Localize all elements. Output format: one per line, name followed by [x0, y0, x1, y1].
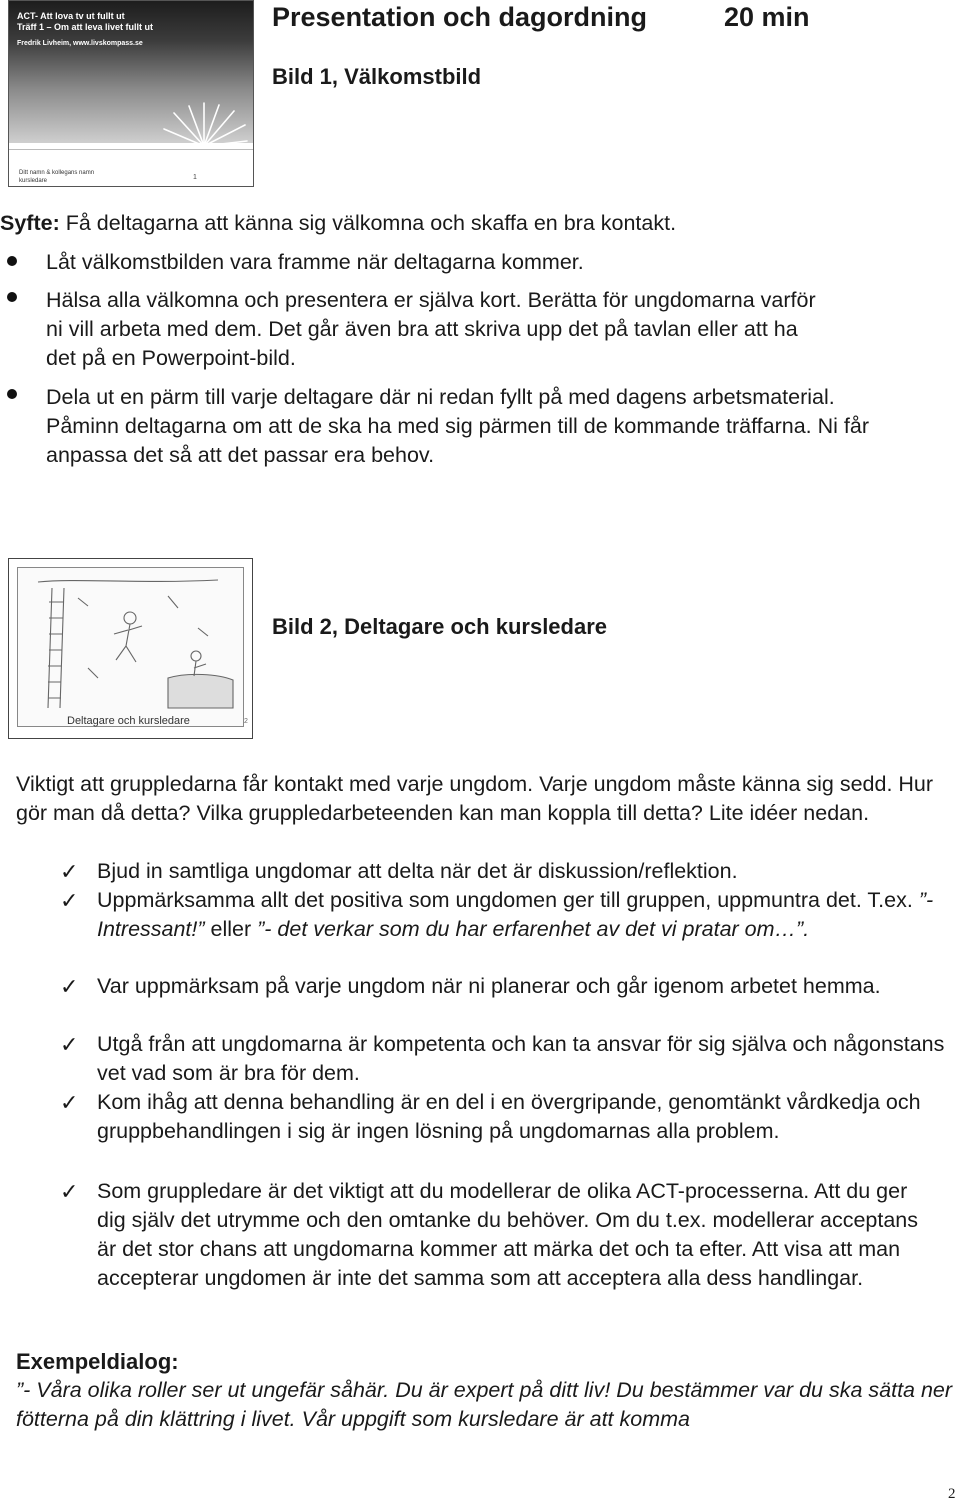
slide1-thumb-line3: Fredrik Livheim, www.livskompass.se — [17, 40, 143, 47]
checkmark-icon: ✓ — [60, 974, 79, 999]
checkmark-icon: ✓ — [60, 1179, 79, 1204]
checkmark-icon: ✓ — [60, 859, 79, 884]
climbing-sketch-icon — [18, 568, 243, 712]
example-heading: Exempeldialog: — [16, 1349, 179, 1374]
quote-experience: ”- det verkar som du har erfarenhet av det vi pratar om…”. — [257, 917, 810, 941]
checkmark-icon: ✓ — [60, 1090, 79, 1115]
bullet-icon — [7, 389, 17, 399]
checklist-text: Som gruppledare är det viktigt att du modellerar de olika ACT-processerna. Att du ger dig själv det utrymme och den omtanke du behöver. Om du t.ex. modellerar acceptans är det stor chans att ungdomarna kommer att märka det och ta efter. Att visa att man accepterar ungdomen är inte det samma som att acceptera alla dess handlingar. — [97, 1179, 919, 1290]
example-text: ”- Våra olika roller ser ut ungefär såhär. Du är expert på ditt liv! Du bestämmer var du ska sätta ner fötterna på din klättring i livet. Vår uppgift som kursledare är att komma — [16, 1378, 953, 1431]
checklist-text: Utgå från att ungdomarna är kompetenta och kan ta ansvar för sig själva och någonstans vet vad som är bra för dem. — [97, 1032, 945, 1085]
checklist-text: Kom ihåg att denna behandling är en del i en övergripande, genomtänkt vårdkedja och gruppbehandlingen i sig är ingen lösning på ungdomarnas alla problem. — [97, 1090, 921, 1143]
slide1-footer-names: Ditt namn & kollegans namn — [19, 170, 95, 176]
checklist-text-part: Uppmärksamma allt det positiva som ungdomen ger till gruppen, uppmuntra det. T.ex. — [97, 888, 919, 912]
page-title: Presentation och dagordning — [272, 2, 648, 32]
syfte-line — [0, 209, 676, 238]
quote-interesting: ”- Intressant!” — [97, 888, 934, 941]
slide2-number: 2 — [244, 718, 248, 725]
checkmark-icon: ✓ — [60, 1032, 79, 1057]
bullet-icon — [7, 256, 17, 266]
slide1-thumb-line2: Träff 1 – Om att leva livet fullt ut — [17, 22, 154, 32]
bullet-text: Dela ut en pärm till varje deltagare där ni redan fyllt på med dagens arbetsmaterial. Påminn deltagarna om att de ska ha med sig pärmen till de kommande träffarna. Ni får anpassa det så att det passar era behov. — [46, 385, 869, 467]
slide2-caption: Deltagare och kursledare — [67, 715, 190, 727]
bullet-text: Låt välkomstbilden vara framme när deltagarna kommer. — [46, 250, 584, 274]
slide2-thumbnail — [8, 558, 253, 739]
slide1-subtitle: Bild 1, Välkomstbild — [272, 64, 482, 89]
syfte-label: Syfte: — [0, 211, 60, 235]
slide1-footer — [9, 149, 253, 187]
slide1-thumbnail — [8, 0, 254, 187]
intro-paragraph: Viktigt att gruppledarna får kontakt med varje ungdom. Varje ungdom måste känna sig sedd. Hur gör man då detta? Vilka gruppledarbeteenden kan man koppla till detta? Lite idéer nedan. — [16, 772, 934, 825]
checkmark-icon: ✓ — [60, 888, 79, 913]
checklist-text: Var uppmärksam på varje ungdom när ni planerar och går igenom arbetet hemma. — [97, 974, 881, 998]
checklist-text — [97, 886, 947, 944]
page-number: 2 — [948, 1486, 956, 1502]
syfte-text: Få deltagarna att känna sig välkomna och skaffa en bra kontakt. — [59, 211, 677, 235]
slide2-illustration — [17, 567, 244, 727]
slide1-number: 1 — [193, 174, 197, 181]
slide1-footer-role: kursledare — [19, 178, 48, 184]
duration: 20 min — [724, 2, 810, 32]
checklist-text-part: eller — [204, 917, 258, 941]
bullet-text: Hälsa alla välkomna och presentera er själva kort. Berätta för ungdomarna varför ni vill arbeta med dem. Det går även bra att skriva upp det på tavlan eller att ha det på en Powerpoint-bild. — [46, 288, 816, 370]
checklist-text: Bjud in samtliga ungdomar att delta när det är diskussion/reflektion. — [97, 859, 738, 883]
slide1-thumb-line1: ACT- Att lova tv ut fullt ut — [17, 11, 125, 21]
bullet-icon — [7, 292, 17, 302]
slide2-subtitle: Bild 2, Deltagare och kursledare — [272, 614, 608, 639]
